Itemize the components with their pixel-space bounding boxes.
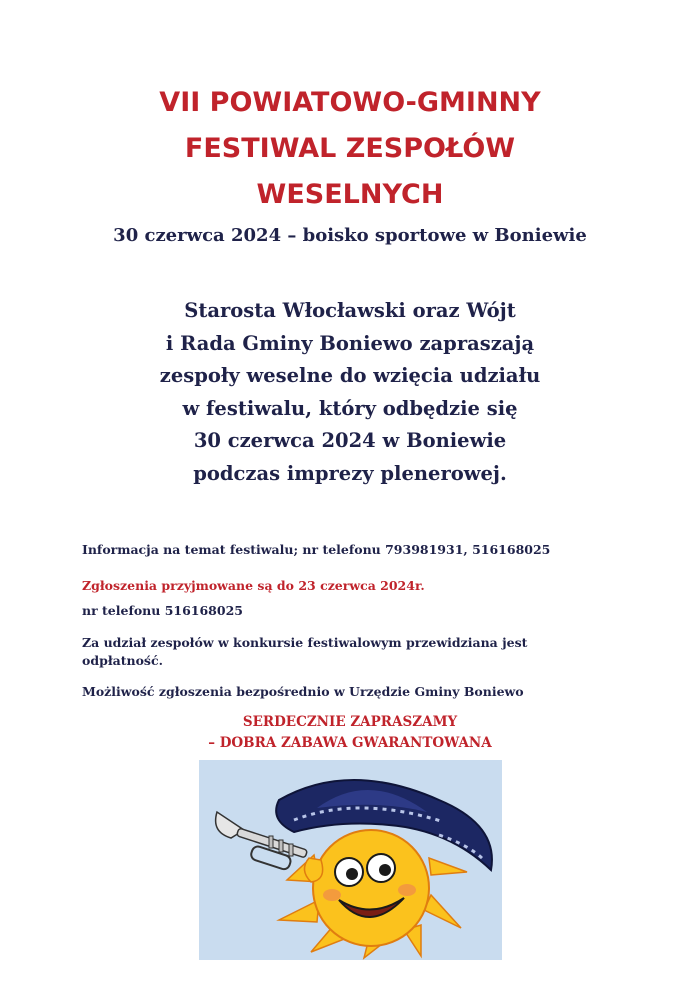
left-pupil [346, 868, 358, 880]
deadline-info: Zgłoszenia przyjmowane są do 23 czerwca 2024r. [82, 578, 425, 593]
invitation-line-4: w festiwalu, który odbędzie się [182, 396, 518, 420]
festival-title [0, 80, 700, 218]
right-cheek [398, 884, 416, 896]
invitation-line-1: Starosta Włocławski oraz Wójt [184, 299, 516, 322]
title-line-2: FESTIWAL ZESPOŁÓW [184, 133, 516, 164]
closing-message [0, 712, 700, 754]
sun-with-trumpet-illustration [199, 760, 502, 960]
phone-info: nr telefonu 516168025 [82, 603, 243, 618]
invitation-text [0, 295, 700, 491]
invitation-line-5: 30 czerwca 2024 w Boniewie [193, 429, 507, 453]
title-line-1: VII POWIATOWO-GMINNY [159, 87, 541, 118]
date-location: 30 czerwca 2024 – boisko sportowe w Boniewie [113, 225, 587, 246]
closing-line-1: SERDECZNIE ZAPRASZAMY [242, 714, 458, 730]
left-cheek [323, 889, 341, 901]
right-pupil [379, 864, 391, 876]
invitation-line-3: zespoły weselne do wzięcia udziału [159, 364, 541, 388]
contact-info: Informacja na temat festiwalu; nr telefonu 793981931, 516168025 [82, 542, 551, 557]
payment-info: Za udział zespołów w konkursie festiwalowym przewidziana jest odpłatność. [82, 635, 528, 668]
sun-hand [304, 858, 322, 882]
closing-line-2: – DOBRA ZABAWA GWARANTOWANA [208, 735, 492, 751]
office-info: Możliwość zgłoszenia bezpośrednio w Urzędzie Gminy Boniewo [82, 684, 524, 699]
invitation-line-2: i Rada Gminy Boniewo zapraszają [165, 331, 535, 355]
invitation-line-6: podczas imprezy plenerowej. [193, 461, 507, 485]
title-line-3: WESELNYCH [256, 179, 444, 210]
